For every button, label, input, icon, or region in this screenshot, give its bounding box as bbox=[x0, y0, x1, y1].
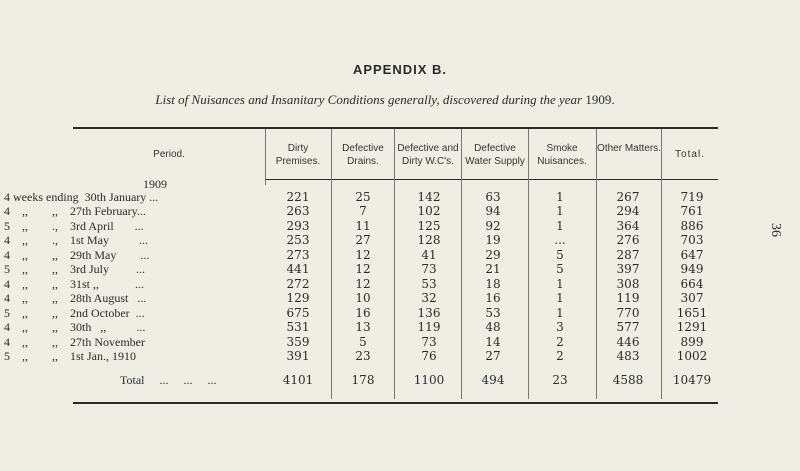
cell-other: 770 bbox=[616, 305, 640, 320]
bottom-rule bbox=[73, 402, 718, 404]
table-row bbox=[0, 205, 800, 218]
cell-water: 19 bbox=[485, 233, 501, 248]
cell-other: 287 bbox=[616, 247, 640, 262]
cell-drains: 12 bbox=[355, 262, 371, 277]
cell-dirty: 441 bbox=[286, 262, 310, 277]
col-sep bbox=[265, 129, 266, 185]
table-row bbox=[0, 220, 800, 233]
cell-period: 5 ,, ,, 1st Jan., 1910 bbox=[4, 348, 136, 363]
totals-wcs: 1100 bbox=[413, 373, 445, 387]
totals-total: 10479 bbox=[672, 373, 712, 387]
cell-drains: 11 bbox=[355, 218, 371, 233]
table-row bbox=[0, 249, 800, 262]
table-row bbox=[0, 321, 800, 334]
table-row bbox=[0, 191, 800, 204]
cell-other: 364 bbox=[616, 218, 640, 233]
cell-period: 5 ,, ,, 2nd October ... bbox=[4, 305, 145, 320]
top-rule bbox=[73, 127, 718, 129]
totals-dirty: 4101 bbox=[282, 373, 314, 387]
cell-other: 446 bbox=[616, 334, 640, 349]
cell-wcs: 142 bbox=[417, 190, 441, 204]
table-row bbox=[0, 263, 800, 276]
cell-period: 4 weeks ending 30th January ... bbox=[4, 190, 159, 204]
cell-drains: 13 bbox=[355, 320, 371, 335]
cell-period: 4 ,, ,, 29th May ... bbox=[4, 247, 150, 262]
cell-smoke: 1 bbox=[556, 276, 564, 291]
cell-dirty: 531 bbox=[286, 320, 310, 335]
cell-wcs: 119 bbox=[417, 320, 441, 335]
cell-smoke: 5 bbox=[556, 262, 564, 277]
cell-wcs: 53 bbox=[421, 276, 437, 291]
cell-total: 719 bbox=[680, 190, 704, 204]
cell-smoke: 1 bbox=[556, 204, 564, 219]
cell-wcs: 41 bbox=[421, 247, 437, 262]
cell-wcs: 125 bbox=[417, 218, 441, 233]
subtitle-year: 1909. bbox=[585, 92, 615, 107]
cell-total: 1291 bbox=[676, 320, 708, 335]
cell-drains: 12 bbox=[355, 276, 371, 291]
cell-wcs: 76 bbox=[421, 348, 437, 363]
cell-smoke: 5 bbox=[556, 247, 564, 262]
cell-water: 14 bbox=[485, 334, 501, 349]
cell-dirty: 293 bbox=[286, 218, 310, 233]
cell-drains: 10 bbox=[355, 291, 371, 306]
totals-smoke: 23 bbox=[552, 373, 568, 387]
table-row bbox=[0, 278, 800, 291]
table-row bbox=[0, 292, 800, 305]
year-label: 1909 bbox=[143, 177, 167, 191]
totals-drains: 178 bbox=[351, 373, 375, 387]
col-header-dirty: Dirty Premises. bbox=[275, 143, 321, 167]
col-header-drains: Defective Drains. bbox=[342, 143, 384, 167]
cell-wcs: 102 bbox=[417, 204, 441, 219]
col-header-water: Defective Water Supply bbox=[465, 143, 525, 167]
cell-drains: 23 bbox=[355, 348, 371, 363]
cell-other: 397 bbox=[616, 262, 640, 277]
cell-other: 577 bbox=[616, 320, 640, 335]
page-number: 36 bbox=[768, 223, 783, 237]
subtitle-text: List of Nuisances and Insanitary Conditions generally, discovered during the year bbox=[155, 92, 583, 107]
table-row bbox=[0, 307, 800, 320]
cell-other: 308 bbox=[616, 276, 640, 291]
cell-dirty: 391 bbox=[286, 348, 310, 363]
table-row bbox=[0, 234, 800, 247]
cell-total: 647 bbox=[680, 247, 704, 262]
cell-other: 119 bbox=[616, 291, 640, 306]
cell-dirty: 675 bbox=[286, 305, 310, 320]
cell-period: 4 ,, ,, 31st ,, ... bbox=[4, 276, 145, 291]
cell-drains: 16 bbox=[355, 305, 371, 320]
cell-water: 21 bbox=[485, 262, 501, 277]
cell-wcs: 73 bbox=[421, 262, 437, 277]
cell-total: 307 bbox=[680, 291, 704, 306]
cell-smoke: ... bbox=[554, 233, 566, 248]
cell-total: 1002 bbox=[676, 348, 708, 363]
cell-smoke: 3 bbox=[556, 320, 564, 335]
totals-water: 494 bbox=[481, 373, 505, 387]
cell-wcs: 32 bbox=[421, 291, 437, 306]
cell-total: 664 bbox=[680, 276, 704, 291]
col-header-other: Other Matters. bbox=[597, 143, 661, 154]
cell-dirty: 129 bbox=[286, 291, 310, 306]
cell-water: 16 bbox=[485, 291, 501, 306]
header-rule bbox=[265, 179, 718, 180]
cell-dirty: 272 bbox=[286, 276, 310, 291]
cell-drains: 5 bbox=[359, 334, 367, 349]
cell-smoke: 1 bbox=[556, 190, 564, 204]
cell-water: 92 bbox=[485, 218, 501, 233]
cell-period: 4 ,, ,, 28th August ... bbox=[4, 291, 147, 306]
cell-dirty: 273 bbox=[286, 247, 310, 262]
cell-period: 5 ,, ., 3rd April ... bbox=[4, 218, 144, 233]
cell-dirty: 263 bbox=[286, 204, 310, 219]
cell-period: 4 ,, ,, 27th November bbox=[4, 334, 145, 349]
col-header-period: Period. bbox=[153, 149, 185, 160]
table-subtitle bbox=[0, 92, 770, 108]
cell-wcs: 73 bbox=[421, 334, 437, 349]
cell-water: 27 bbox=[485, 348, 501, 363]
cell-wcs: 128 bbox=[417, 233, 441, 248]
cell-period: 5 ,, ,, 3rd July ... bbox=[4, 262, 145, 277]
cell-other: 294 bbox=[616, 204, 640, 219]
cell-water: 29 bbox=[485, 247, 501, 262]
cell-drains: 27 bbox=[355, 233, 371, 248]
table-row bbox=[0, 350, 800, 363]
appendix-heading: APPENDIX B. bbox=[352, 62, 448, 77]
cell-period: 4 ,, ., 1st May ... bbox=[4, 233, 148, 248]
table-row bbox=[0, 336, 800, 349]
cell-total: 886 bbox=[680, 218, 704, 233]
cell-period: 4 ,, ,, 27th February... bbox=[4, 204, 146, 219]
totals-row bbox=[0, 373, 800, 387]
col-header-smoke: Smoke Nuisances. bbox=[537, 143, 587, 167]
cell-water: 18 bbox=[485, 276, 501, 291]
cell-other: 483 bbox=[616, 348, 640, 363]
cell-smoke: 2 bbox=[556, 334, 564, 349]
cell-drains: 12 bbox=[355, 247, 371, 262]
cell-water: 94 bbox=[485, 204, 501, 219]
cell-smoke: 1 bbox=[556, 305, 564, 320]
cell-dirty: 253 bbox=[286, 233, 310, 248]
cell-smoke: 1 bbox=[556, 218, 564, 233]
cell-dirty: 359 bbox=[286, 334, 310, 349]
cell-other: 267 bbox=[616, 190, 640, 204]
cell-total: 703 bbox=[680, 233, 704, 248]
cell-water: 63 bbox=[485, 190, 501, 204]
cell-period: 4 ,, ,, 30th ,, ... bbox=[4, 320, 146, 335]
cell-total: 899 bbox=[680, 334, 704, 349]
cell-total: 1651 bbox=[676, 305, 708, 320]
cell-other: 276 bbox=[616, 233, 640, 248]
col-header-wcs: Defective and Dirty W.C's. bbox=[397, 143, 459, 167]
cell-drains: 7 bbox=[359, 204, 367, 219]
cell-water: 48 bbox=[485, 320, 501, 335]
cell-total: 949 bbox=[680, 262, 704, 277]
cell-wcs: 136 bbox=[417, 305, 441, 320]
cell-smoke: 2 bbox=[556, 348, 564, 363]
cell-total: 761 bbox=[680, 204, 704, 219]
cell-smoke: 1 bbox=[556, 291, 564, 306]
col-header-total: Total. bbox=[675, 149, 705, 160]
totals-label: Total ... ... ... bbox=[120, 373, 217, 387]
cell-water: 53 bbox=[485, 305, 501, 320]
cell-dirty: 221 bbox=[286, 190, 310, 204]
totals-other: 4588 bbox=[612, 373, 644, 387]
cell-drains: 25 bbox=[355, 190, 371, 204]
